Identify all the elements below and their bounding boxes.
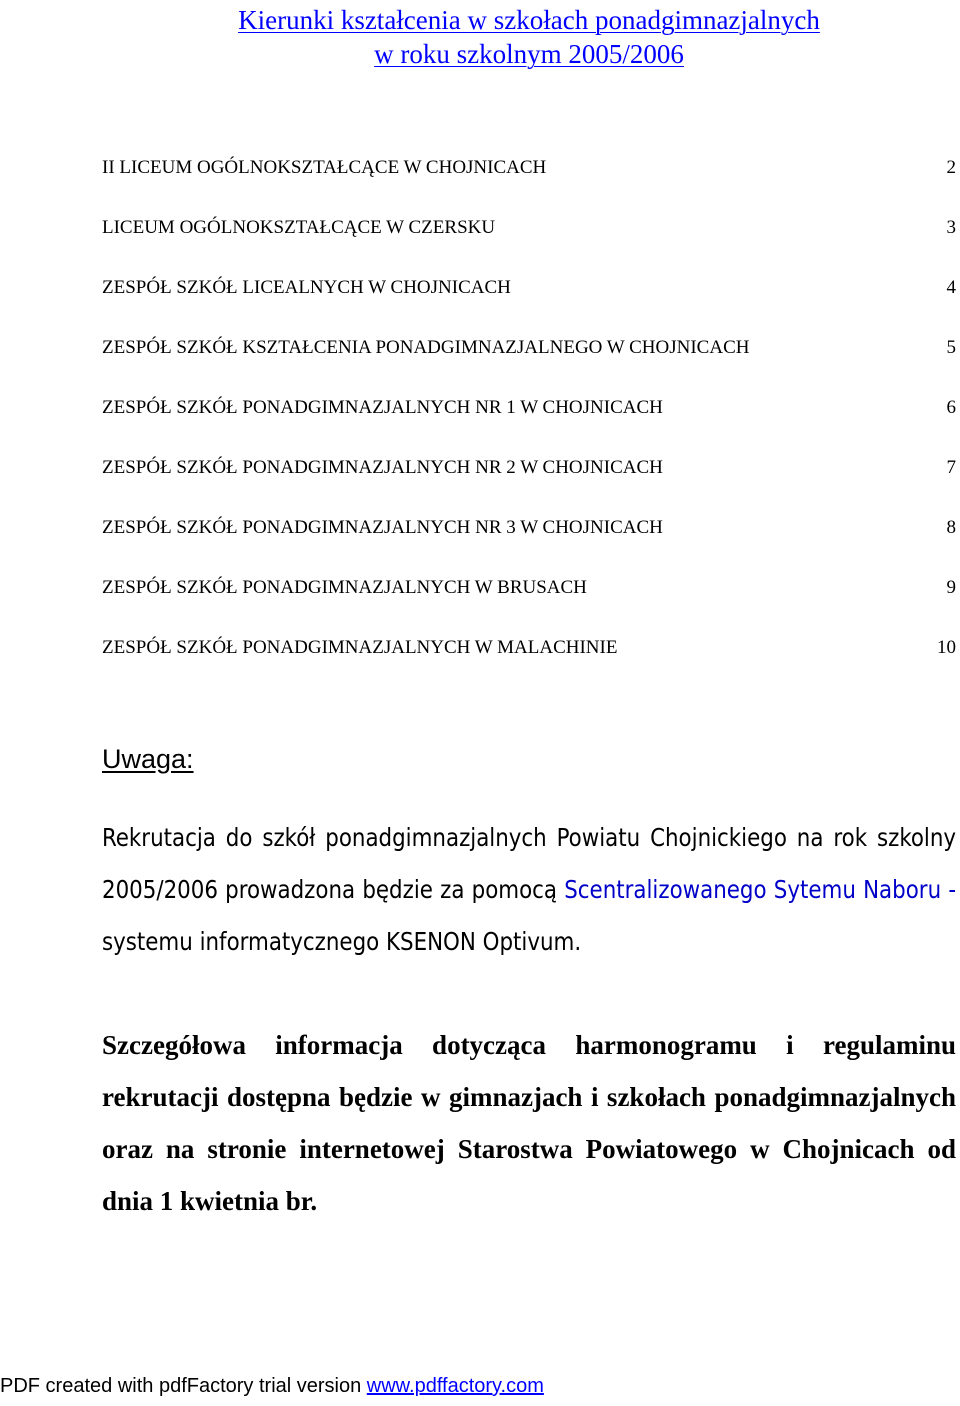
- table-of-contents: [102, 156, 956, 696]
- footer-text: PDF created with pdfFactory trial version: [0, 1375, 367, 1397]
- recruitment-text-part-1: Rekrutacja do szkół ponadgimnazjalnych Powiatu Chojnickiego na rok szkolny 2005/2006 prowadzona będzie za pomocą: [102, 823, 957, 904]
- toc-item: [102, 276, 956, 336]
- toc-school-name: II LICEUM OGÓLNOKSZTAŁCĄCE W CHOJNICACH: [102, 157, 547, 178]
- toc-school-name: ZESPÓŁ SZKÓŁ PONADGIMNAZJALNYCH NR 1 W CHOJNICACH: [102, 397, 663, 418]
- system-name-highlight: Scentralizowanego Sytemu Naboru -: [564, 875, 957, 904]
- toc-school-name: ZESPÓŁ SZKÓŁ LICEALNYCH W CHOJNICACH: [102, 277, 511, 298]
- toc-page-number: 5: [946, 337, 956, 358]
- note-heading: Uwaga:: [102, 744, 194, 774]
- toc-item: [102, 456, 956, 516]
- toc-item: [102, 576, 956, 636]
- document-title-line-2[interactable]: [0, 37, 960, 71]
- toc-page-number: 2: [946, 157, 956, 178]
- toc-page-number: 6: [946, 397, 956, 418]
- toc-item: [102, 336, 956, 396]
- toc-school-name: ZESPÓŁ SZKÓŁ PONADGIMNAZJALNYCH NR 3 W CHOJNICACH: [102, 517, 663, 538]
- document-title-line-1-text[interactable]: Kierunki kształcenia w szkołach ponadgimnazjalnych: [238, 5, 820, 35]
- toc-page-number: 10: [937, 637, 956, 658]
- toc-school-name: ZESPÓŁ SZKÓŁ KSZTAŁCENIA PONADGIMNAZJALNEGO W CHOJNICACH: [102, 337, 750, 358]
- recruitment-text-part-2: systemu informatycznego KSENON Optivum.: [102, 927, 582, 956]
- toc-page-number: 8: [946, 517, 956, 538]
- document-title-line-1[interactable]: [0, 3, 960, 37]
- toc-school-name: LICEUM OGÓLNOKSZTAŁCĄCE W CZERSKU: [102, 217, 496, 238]
- toc-school-name: ZESPÓŁ SZKÓŁ PONADGIMNAZJALNYCH W BRUSACH: [102, 577, 587, 598]
- toc-school-name: ZESPÓŁ SZKÓŁ PONADGIMNAZJALNYCH NR 2 W CHOJNICACH: [102, 457, 663, 478]
- toc-item: [102, 516, 956, 576]
- toc-page-number: 9: [946, 577, 956, 598]
- pdf-footer: [0, 1373, 544, 1399]
- toc-school-name: ZESPÓŁ SZKÓŁ PONADGIMNAZJALNYCH W MALACHINIE: [102, 637, 618, 658]
- toc-page-number: 4: [946, 277, 956, 298]
- toc-item: [102, 156, 956, 216]
- details-paragraph: Szczegółowa informacja dotycząca harmonogramu i regulaminu rekrutacji dostępna będzie w gimnazjach i szkołach ponadgimnazjalnych oraz na stronie internetowej Starostwa Powiatowego w Chojnicach od dnia 1 kwietnia br.: [102, 1030, 956, 1216]
- toc-page-number: 7: [946, 457, 956, 478]
- document-title-line-2-text[interactable]: w roku szkolnym 2005/2006: [374, 39, 684, 69]
- toc-page-number: 3: [946, 217, 956, 238]
- recruitment-paragraph: [102, 812, 956, 968]
- toc-item: [102, 636, 956, 696]
- toc-item: [102, 216, 956, 276]
- toc-item: [102, 396, 956, 456]
- footer-link[interactable]: www.pdffactory.com: [366, 1375, 544, 1397]
